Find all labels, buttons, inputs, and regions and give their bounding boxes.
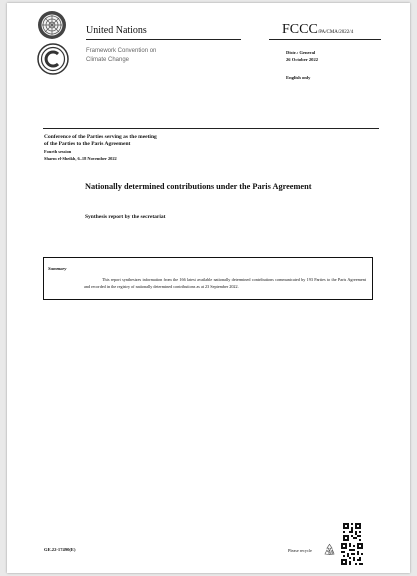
unfccc-logo-icon (37, 43, 69, 75)
convention-line-2: Climate Change (86, 57, 130, 63)
org-name: United Nations (86, 25, 147, 36)
convention-line-1: Framework Convention on (86, 48, 157, 54)
session: Fourth session (44, 149, 72, 154)
symbol-rule (269, 39, 381, 40)
section-rule (43, 128, 379, 129)
symbol-main: FCCC (282, 22, 318, 37)
issue-date: 26 October 2022 (286, 57, 319, 62)
recycle-icon (323, 543, 336, 556)
header-rule (86, 39, 241, 40)
language: English only (286, 75, 311, 80)
conference-line-2: of the Parties to the Paris Agreement (44, 141, 131, 147)
summary-box (43, 257, 373, 300)
symbol-suffix: /PA/CMA/2022/4 (317, 30, 354, 35)
summary-text: This report synthesizes information from the 166 latest available nationally determined contributions communicated by 193 Parties to the Paris Agreement and recorded in the registry of nationally determined contributions as at 23 September 2022. (84, 277, 366, 289)
qr-code-icon (341, 543, 363, 565)
summary-label: Summary (48, 266, 67, 271)
document-subtitle: Synthesis report by the secretariat (85, 214, 166, 220)
un-emblem-icon (37, 10, 67, 40)
qr-code-icon (343, 523, 361, 541)
document-code: GE.22-17490(E) (44, 547, 76, 552)
document-title: Nationally determined contributions under the Paris Agreement (85, 182, 312, 191)
document-page (7, 3, 410, 573)
recycle-text: Please recycle (288, 548, 312, 553)
document-symbol (282, 20, 353, 38)
distribution: Distr.: General (286, 50, 316, 55)
conference-line-1: Conference of the Parties serving as the meeting (44, 134, 157, 140)
location-dates: Sharm el-Sheikh, 6–18 November 2022 (44, 156, 117, 161)
